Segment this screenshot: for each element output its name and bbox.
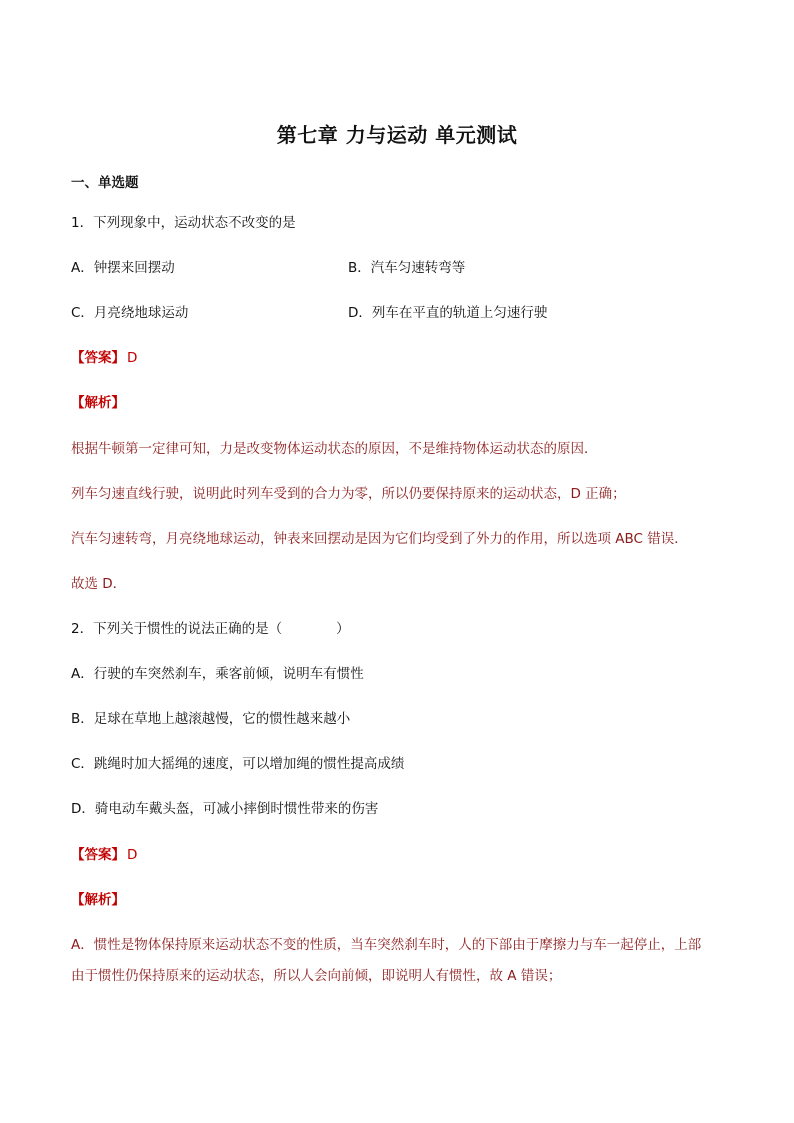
- question-1-answer: [71, 348, 137, 368]
- question-2-option-d: D．骑电动车戴头盔，可减小摔倒时惯性带来的伤害: [71, 801, 379, 817]
- question-2-stem-suffix: ）: [336, 621, 350, 637]
- question-1-analysis-line-1: 根据牛顿第一定律可知，力是改变物体运动状态的原因，不是维持物体运动状态的原因．: [71, 441, 598, 457]
- question-2-analysis-label: [71, 890, 125, 910]
- question-1-analysis-line-3: 汽车匀速转弯，月亮绕地球运动，钟表来回摆动是因为它们均受到了外力的作用，所以选项 ABC 错误．: [71, 531, 688, 547]
- question-2-option-a: A．行驶的车突然刹车，乘客前倾，说明车有惯性: [71, 666, 364, 682]
- question-1-analysis-label: [71, 393, 125, 413]
- question-2-option-b: B．足球在草地上越滚越慢，它的惯性越来越小: [71, 711, 351, 727]
- question-1-option-a: A．钟摆来回摆动: [71, 260, 175, 276]
- analysis-label: 【解析】: [71, 892, 125, 908]
- question-2-analysis-line-2: 由于惯性仍保持原来的运动状态，所以人会向前倾，即说明人有惯性，故 A 错误；: [71, 968, 562, 984]
- question-1-stem: 1．下列现象中，运动状态不改变的是: [71, 215, 296, 231]
- question-2-analysis-line-1: A．惯性是物体保持原来运动状态不变的性质，当车突然刹车时，人的下部由于摩擦力与车一起停止，上部: [71, 937, 702, 953]
- answer-label: 【答案】: [71, 847, 125, 863]
- question-2-option-c: C．跳绳时加大摇绳的速度，可以增加绳的惯性提高成绩: [71, 756, 405, 772]
- question-2-stem: [71, 619, 350, 639]
- question-1-option-d: D．列车在平直的轨道上匀速行驶: [348, 305, 548, 321]
- question-2-stem-prefix: 2．下列关于惯性的说法正确的是（: [71, 621, 283, 637]
- answer-value: D: [127, 350, 138, 366]
- question-1-analysis-line-2: 列车匀速直线行驶，说明此时列车受到的合力为零，所以仍要保持原来的运动状态，D 正确；: [71, 486, 626, 502]
- answer-label: 【答案】: [71, 350, 125, 366]
- question-1-option-b: B．汽车匀速转弯等: [348, 260, 466, 276]
- section-heading-single-choice: 一、单选题: [71, 175, 139, 191]
- page-title: 第七章 力与运动 单元测试: [276, 123, 518, 147]
- answer-value: D: [127, 847, 138, 863]
- question-1-analysis-line-4: 故选 D．: [71, 576, 127, 592]
- question-2-answer: [71, 845, 137, 865]
- analysis-label: 【解析】: [71, 395, 125, 411]
- question-1-option-c: C．月亮绕地球运动: [71, 305, 189, 321]
